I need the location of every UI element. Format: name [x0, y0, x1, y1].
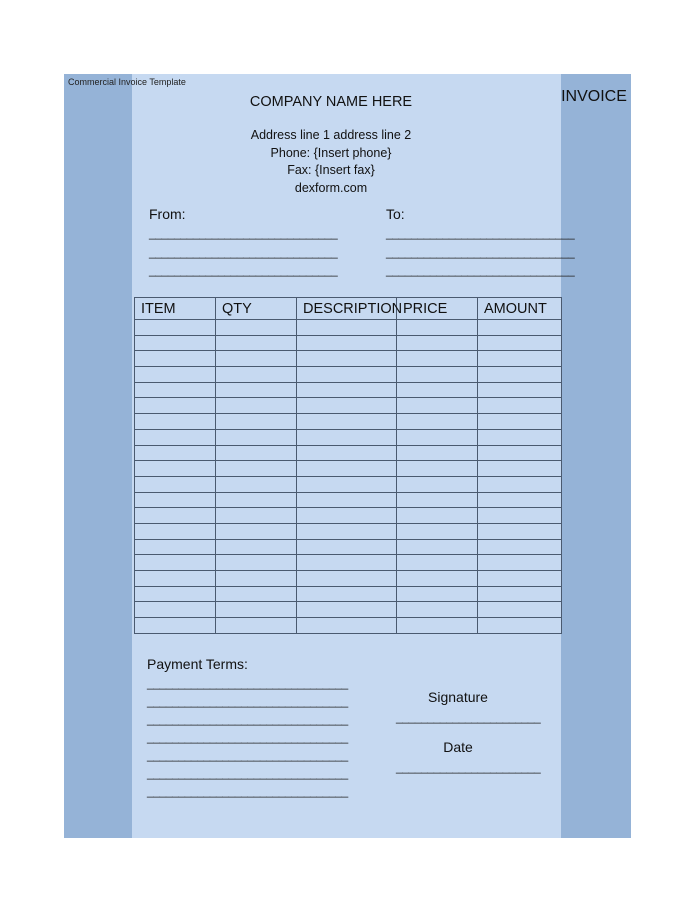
column-header-description: DESCRIPTION — [297, 298, 397, 320]
company-name: COMPANY NAME HERE — [249, 94, 413, 110]
invoice-title: INVOICE — [561, 88, 627, 105]
table-cell[interactable] — [135, 335, 216, 351]
table-cell[interactable] — [216, 414, 297, 430]
table-cell[interactable] — [397, 429, 478, 445]
table-cell[interactable] — [216, 461, 297, 477]
table-cell[interactable] — [297, 367, 397, 383]
table-cell[interactable] — [216, 508, 297, 524]
payment-terms-line[interactable]: ________________________________ — [147, 676, 348, 690]
payment-terms-line[interactable]: ________________________________ — [147, 712, 348, 726]
table-cell[interactable] — [397, 382, 478, 398]
table-cell[interactable] — [397, 320, 478, 336]
table-cell[interactable] — [397, 508, 478, 524]
table-cell[interactable] — [135, 414, 216, 430]
table-cell[interactable] — [216, 367, 297, 383]
payment-terms-line[interactable]: ________________________________ — [147, 766, 348, 780]
table-cell[interactable] — [297, 492, 397, 508]
payment-terms-line[interactable]: ________________________________ — [147, 748, 348, 762]
table-cell[interactable] — [478, 367, 562, 383]
table-cell[interactable] — [216, 445, 297, 461]
table-cell[interactable] — [135, 602, 216, 618]
table-cell[interactable] — [478, 461, 562, 477]
payment-terms-label: Payment Terms: — [147, 656, 248, 672]
table-cell[interactable] — [478, 320, 562, 336]
company-fax: Fax: {Insert fax} — [287, 163, 375, 177]
table-cell[interactable] — [216, 398, 297, 414]
table-cell[interactable] — [216, 539, 297, 555]
table-cell[interactable] — [135, 476, 216, 492]
table-row — [135, 461, 562, 477]
column-header-qty: QTY — [216, 298, 297, 320]
table-cell[interactable] — [135, 523, 216, 539]
date-label: Date — [443, 739, 473, 755]
table-cell[interactable] — [397, 555, 478, 571]
table-cell[interactable] — [478, 508, 562, 524]
table-row — [135, 618, 562, 634]
payment-terms-line[interactable]: ________________________________ — [147, 730, 348, 744]
payment-terms-line[interactable]: ________________________________ — [147, 784, 348, 798]
table-cell[interactable] — [397, 602, 478, 618]
table-row — [135, 367, 562, 383]
table-cell[interactable] — [478, 492, 562, 508]
table-row — [135, 571, 562, 587]
table-cell[interactable] — [216, 476, 297, 492]
table-cell[interactable] — [297, 571, 397, 587]
to-line[interactable]: ______________________________ — [386, 226, 575, 240]
table-cell[interactable] — [216, 492, 297, 508]
table-row — [135, 445, 562, 461]
from-line[interactable]: ______________________________ — [149, 226, 338, 240]
table-row — [135, 414, 562, 430]
table-row — [135, 398, 562, 414]
table-cell[interactable] — [135, 367, 216, 383]
table-header-row — [135, 298, 562, 320]
table-cell[interactable] — [478, 476, 562, 492]
table-cell[interactable] — [478, 335, 562, 351]
table-cell[interactable] — [216, 523, 297, 539]
table-cell[interactable] — [135, 586, 216, 602]
table-cell[interactable] — [135, 492, 216, 508]
table-cell[interactable] — [397, 445, 478, 461]
table-cell[interactable] — [297, 586, 397, 602]
table-cell[interactable] — [297, 382, 397, 398]
table-cell[interactable] — [297, 461, 397, 477]
company-phone: Phone: {Insert phone} — [270, 146, 392, 160]
to-line[interactable]: ______________________________ — [386, 245, 575, 259]
to-label: To: — [386, 206, 405, 222]
table-cell[interactable] — [478, 429, 562, 445]
table-cell[interactable] — [397, 335, 478, 351]
table-row — [135, 351, 562, 367]
column-header-item: ITEM — [135, 298, 216, 320]
table-cell[interactable] — [135, 320, 216, 336]
table-cell[interactable] — [478, 523, 562, 539]
table-cell[interactable] — [478, 382, 562, 398]
table-row — [135, 429, 562, 445]
table-cell[interactable] — [216, 382, 297, 398]
table-cell[interactable] — [135, 461, 216, 477]
table-cell[interactable] — [216, 555, 297, 571]
table-cell[interactable] — [397, 492, 478, 508]
table-cell[interactable] — [397, 398, 478, 414]
table-cell[interactable] — [478, 398, 562, 414]
table-cell[interactable] — [297, 335, 397, 351]
table-row — [135, 335, 562, 351]
signature-line[interactable]: _______________________ — [396, 710, 541, 724]
table-row — [135, 539, 562, 555]
table-row — [135, 320, 562, 336]
company-address: Address line 1 address line 2 — [250, 128, 412, 142]
table-cell[interactable] — [478, 555, 562, 571]
table-cell[interactable] — [397, 586, 478, 602]
right-color-band — [561, 74, 631, 838]
table-cell[interactable] — [478, 351, 562, 367]
table-cell[interactable] — [216, 429, 297, 445]
table-cell[interactable] — [478, 571, 562, 587]
from-label: From: — [149, 206, 186, 222]
table-cell[interactable] — [216, 571, 297, 587]
date-line[interactable]: _______________________ — [396, 760, 541, 774]
table-cell[interactable] — [297, 414, 397, 430]
table-cell[interactable] — [297, 398, 397, 414]
payment-terms-line[interactable]: ________________________________ — [147, 694, 348, 708]
table-cell[interactable] — [478, 602, 562, 618]
table-cell[interactable] — [135, 382, 216, 398]
table-cell[interactable] — [297, 523, 397, 539]
table-cell[interactable] — [297, 476, 397, 492]
table-row — [135, 555, 562, 571]
table-cell[interactable] — [297, 445, 397, 461]
table-cell[interactable] — [478, 445, 562, 461]
table-cell[interactable] — [397, 351, 478, 367]
table-cell[interactable] — [135, 398, 216, 414]
table-cell[interactable] — [297, 539, 397, 555]
template-label: Commercial Invoice Template — [68, 77, 186, 87]
table-cell[interactable] — [478, 539, 562, 555]
table-row — [135, 523, 562, 539]
table-cell[interactable] — [135, 445, 216, 461]
table-cell[interactable] — [397, 618, 478, 634]
table-cell[interactable] — [216, 602, 297, 618]
table-row — [135, 586, 562, 602]
signature-label: Signature — [428, 689, 488, 705]
table-cell[interactable] — [297, 429, 397, 445]
table-cell[interactable] — [297, 320, 397, 336]
to-line[interactable]: ______________________________ — [386, 263, 575, 277]
table-cell[interactable] — [478, 586, 562, 602]
table-cell[interactable] — [216, 335, 297, 351]
table-cell[interactable] — [135, 508, 216, 524]
column-header-price: PRICE — [397, 298, 478, 320]
table-cell[interactable] — [135, 555, 216, 571]
table-cell[interactable] — [216, 320, 297, 336]
table-cell[interactable] — [216, 586, 297, 602]
table-cell[interactable] — [216, 351, 297, 367]
table-row — [135, 476, 562, 492]
column-header-amount: AMOUNT — [478, 298, 562, 320]
left-color-band — [64, 74, 132, 838]
table-row — [135, 602, 562, 618]
table-cell[interactable] — [135, 539, 216, 555]
table-cell[interactable] — [135, 618, 216, 634]
table-cell[interactable] — [297, 618, 397, 634]
items-table — [134, 297, 562, 634]
table-cell[interactable] — [216, 618, 297, 634]
table-cell[interactable] — [297, 555, 397, 571]
from-line[interactable]: ______________________________ — [149, 245, 338, 259]
table-cell[interactable] — [478, 618, 562, 634]
table-row — [135, 492, 562, 508]
table-cell[interactable] — [478, 414, 562, 430]
table-cell[interactable] — [297, 351, 397, 367]
company-website: dexform.com — [294, 181, 368, 195]
table-cell[interactable] — [135, 429, 216, 445]
table-cell[interactable] — [297, 602, 397, 618]
table-cell[interactable] — [397, 571, 478, 587]
table-cell[interactable] — [397, 414, 478, 430]
table-cell[interactable] — [297, 508, 397, 524]
table-cell[interactable] — [397, 539, 478, 555]
table-row — [135, 382, 562, 398]
table-cell[interactable] — [397, 476, 478, 492]
table-cell[interactable] — [135, 351, 216, 367]
table-row — [135, 508, 562, 524]
table-cell[interactable] — [135, 571, 216, 587]
table-cell[interactable] — [397, 461, 478, 477]
from-line[interactable]: ______________________________ — [149, 263, 338, 277]
table-cell[interactable] — [397, 367, 478, 383]
table-cell[interactable] — [397, 523, 478, 539]
